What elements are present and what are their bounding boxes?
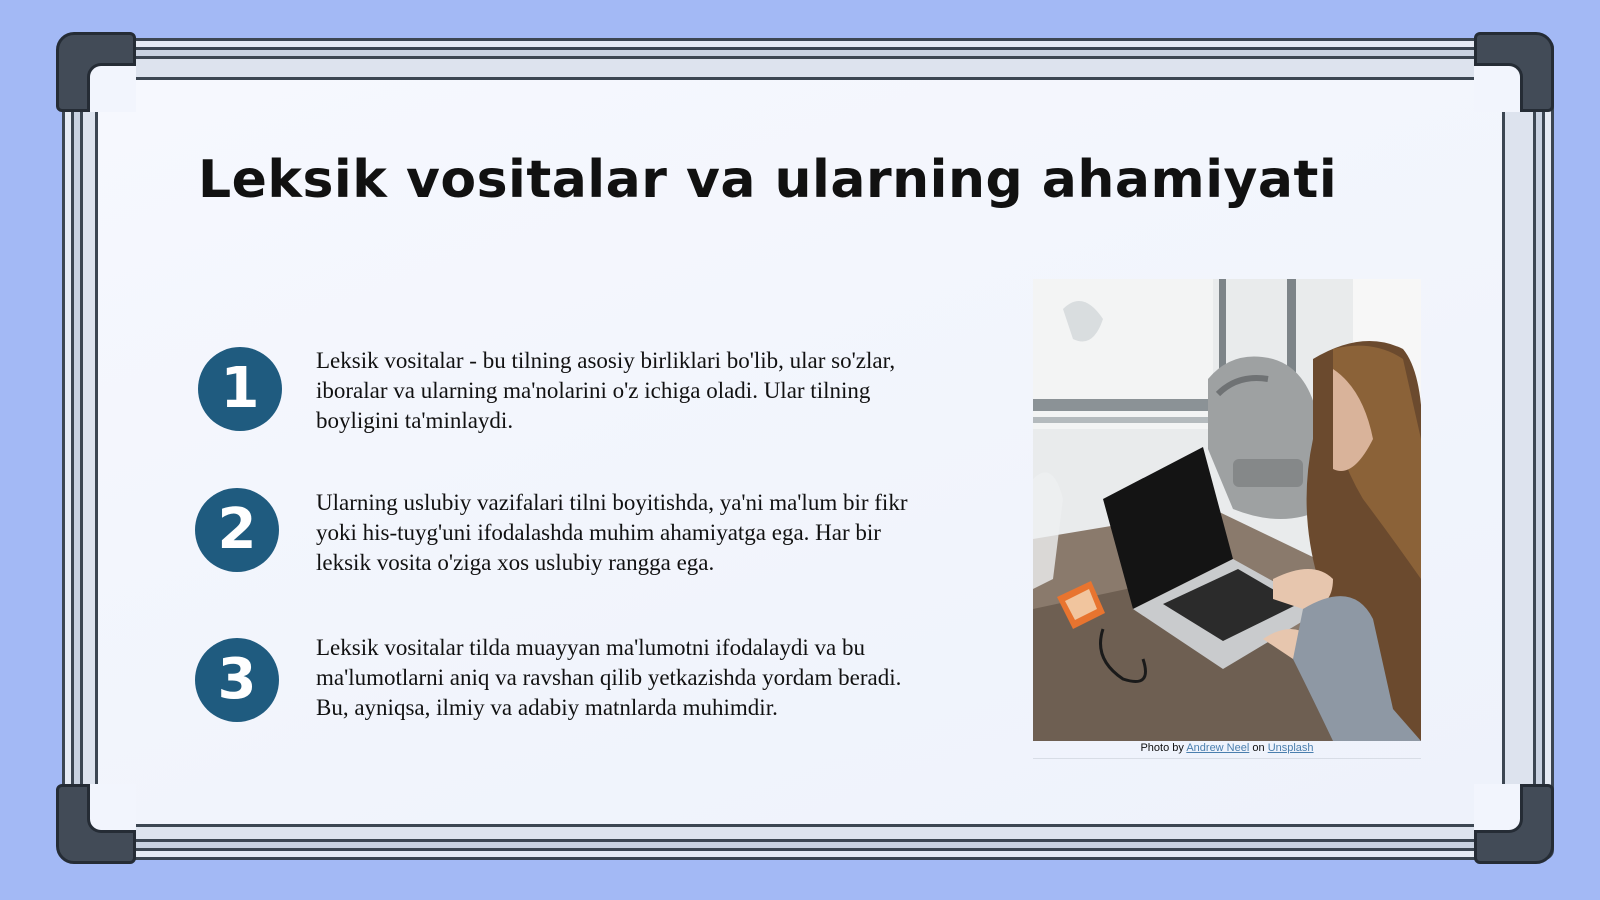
caption-prefix: Photo by <box>1140 742 1184 754</box>
author-link[interactable]: Andrew Neel <box>1186 742 1250 754</box>
list-item-text: Leksik vositalar tilda muayyan ma'lumotni ifodalaydi va bu ma'lumotlarni aniq va ravshan qilib yetkazishda yordam beradi. Bu, ayniqsa, ilmiy va adabiy matnlarda muhimdir. <box>316 635 902 720</box>
slide-title: Leksik vositalar va ularning ahamiyati <box>198 150 1338 210</box>
frame-corner-top-left <box>56 32 136 112</box>
list-item-text: Leksik vositalar - bu tilning asosiy birliklari bo'lib, ular so'zlar, iboralar va ularning ma'nolarini o'z ichiga oladi. Ular tilning boyligini ta'minlaydi. <box>316 348 896 433</box>
frame-corner-bottom-right <box>1474 784 1554 864</box>
photo-caption <box>1033 742 1421 759</box>
list-item <box>198 346 938 446</box>
source-link[interactable]: Unsplash <box>1267 742 1314 754</box>
list-item <box>198 488 938 588</box>
number-badge: 1 <box>198 347 282 431</box>
frame-corner-top-right <box>1474 32 1554 112</box>
list-item <box>198 633 938 733</box>
number-badge: 3 <box>195 638 279 722</box>
photo-illustration <box>1033 279 1421 741</box>
photo-woman-laptop <box>1033 279 1421 741</box>
list-item-text: Ularning uslubiy vazifalari tilni boyitishda, ya'ni ma'lum bir fikr yoki his-tuyg'uni ifodalashda muhim ahamiyatga ega. Har bir leksik vosita o'ziga xos uslubiy rangga ega. <box>316 490 908 575</box>
caption-middle: on <box>1252 742 1265 754</box>
number-badge: 2 <box>195 488 279 572</box>
frame-corner-bottom-left <box>56 784 136 864</box>
